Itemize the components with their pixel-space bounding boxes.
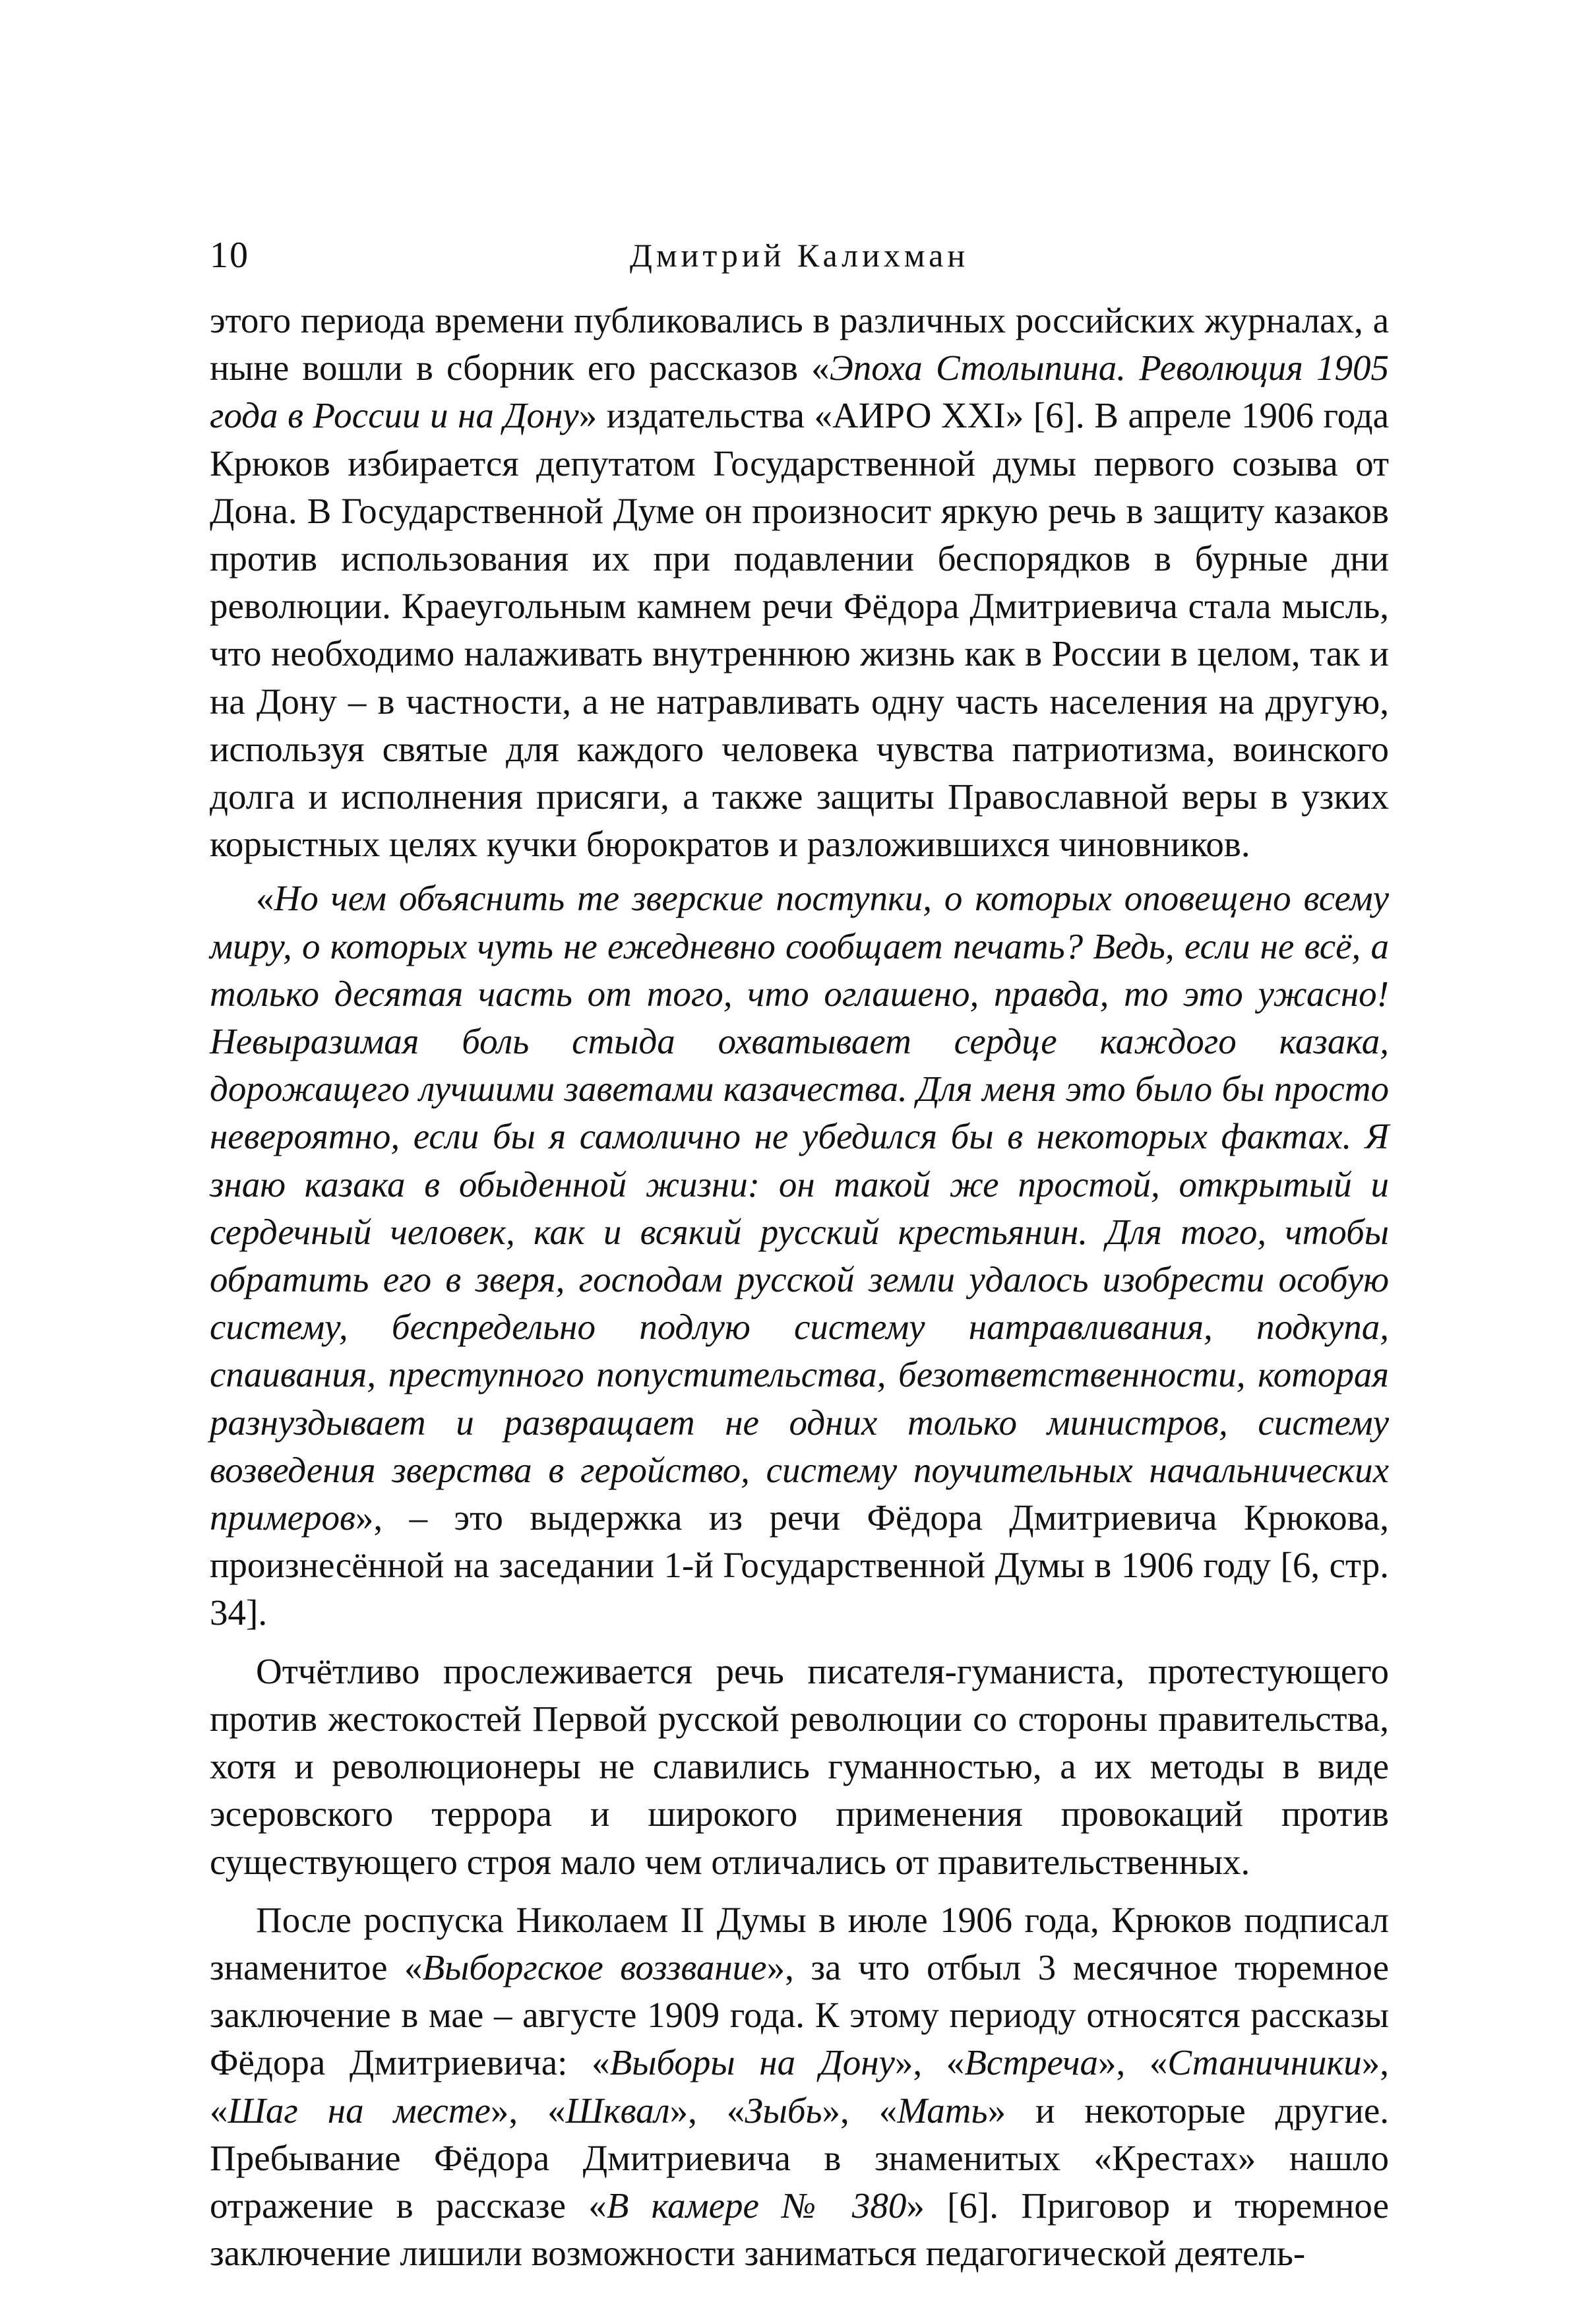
- text-run: », «: [669, 2090, 745, 2131]
- page-number: 10: [210, 235, 249, 276]
- italic-run: Мать: [897, 2090, 988, 2131]
- text-run: », «: [210, 2042, 1390, 2131]
- italic-run: Но чем объяснить те зверские поступки, о которых оповещено всему миру, о которых чуть не ежедневно сообщает печать? Ведь, если не всё, а только десятая часть от того, что оглашено, правда, то это ужасно! Невыразимая боль стыда охватывает сердце каждого казака, дорожащего лучшими заветами казачества. Для меня это было бы просто невероятно, если бы я самолично не убедился бы в некоторых фактах. Я знаю казака в обыденной жизни: он такой же простой, открытый и сердечный человек, как и всякий русский крестьянин. Для того, чтобы обратить его в зверя, господам русской земли удалось изобрести особую систему, беспредельно подлую систему натравливания, подкупа, спаивания, преступного попустительства, безответственности, которая разнуздывает и развращает не одних только министров, систему возведения зверства в геройство, систему поучительных начальнических примеров: [210, 878, 1389, 1538]
- italic-run: Выборы на Дону: [609, 2042, 895, 2083]
- italic-run: Станичники: [1167, 2042, 1362, 2083]
- italic-run: Встреча: [964, 2042, 1098, 2083]
- italic-run: Шаг на месте: [228, 2090, 491, 2131]
- paragraph: [210, 1648, 1389, 1886]
- text-run: этого периода времени публиковались в различных российских журналах, а ныне вошли в сборник его рассказов «: [210, 300, 1389, 389]
- italic-run: Эпоха Столыпина. Революция 1905 года в России и на Дону: [210, 348, 1389, 436]
- italic-run: Выборгское воззвание: [422, 1947, 767, 1987]
- book-page: [210, 232, 1389, 2277]
- text-run: После роспуска Николаем II Думы в июле 1906 года, Крюков подписал знаменитое «: [210, 1899, 1389, 1987]
- text-run: » и некоторые другие. Пребывание Фёдора Дмитриевича в знаменитых «Крестах» нашло отражение в рассказе «: [210, 2090, 1390, 2226]
- italic-run: Зыбь: [745, 2090, 822, 2131]
- page-header: [210, 232, 1389, 278]
- text-run: », «: [822, 2090, 898, 2131]
- text-run: Отчётливо прослеживается речь писателя-гуманиста, протестующего против жестокостей Первой русской революции со стороны правительства, хотя и революционеры не славились гуманностью, а их методы в виде эсеровского террора и широкого применения провокаций против существующего строя мало чем отличались от правительственных.: [210, 1650, 1389, 1882]
- italic-run: В камере № 380: [606, 2185, 907, 2226]
- text-run: » издательства «АИРО XXI» [6]. В апреле 1906 года Крюков избирается депутатом Государственной думы первого созыва от Дона. В Государственной Думе он произносит яркую речь в защиту казаков против использования их при подавлении беспорядков в бурные дни революции. Краеугольным камнем речи Фёдора Дмитриевича стала мысль, что необходимо налаживать внутреннюю жизнь как в России в целом, так и на Дону – в частности, а не натравливать одну часть населения на другую, используя святые для каждого человека чувства патриотизма, воинского долга и исполнения присяги, а также защиты Православной веры в узких корыстных целях кучки бюрократов и разложившихся чиновников.: [210, 395, 1389, 865]
- paragraph: [210, 875, 1389, 1637]
- text-run: «: [256, 878, 274, 919]
- text-run: », за что отбыл 3 месячное тюремное заключение в мае – августе 1909 года. К этому периоду относятся рассказы Фёдора Дмитриевича: «: [210, 1947, 1389, 2083]
- text-run: », «: [490, 2090, 566, 2131]
- paragraph: [210, 297, 1389, 868]
- italic-run: Шквал: [565, 2090, 670, 2131]
- running-head: Дмитрий Калихман: [629, 237, 969, 274]
- text-run: », «: [1097, 2042, 1168, 2083]
- paragraph: [210, 1896, 1389, 2278]
- text-run: », «: [894, 2042, 965, 2083]
- text-run: », – это выдержка из речи Фёдора Дмитриевича Крюкова, произнесённой на заседании 1-й Государственной Думы в 1906 году [6, стр. 34].: [210, 1497, 1389, 1633]
- body-text: [210, 297, 1389, 2277]
- text-run: » [6]. Приговор и тюремное заключение лишили возможности заниматься педагогической деятель-: [210, 2185, 1389, 2274]
